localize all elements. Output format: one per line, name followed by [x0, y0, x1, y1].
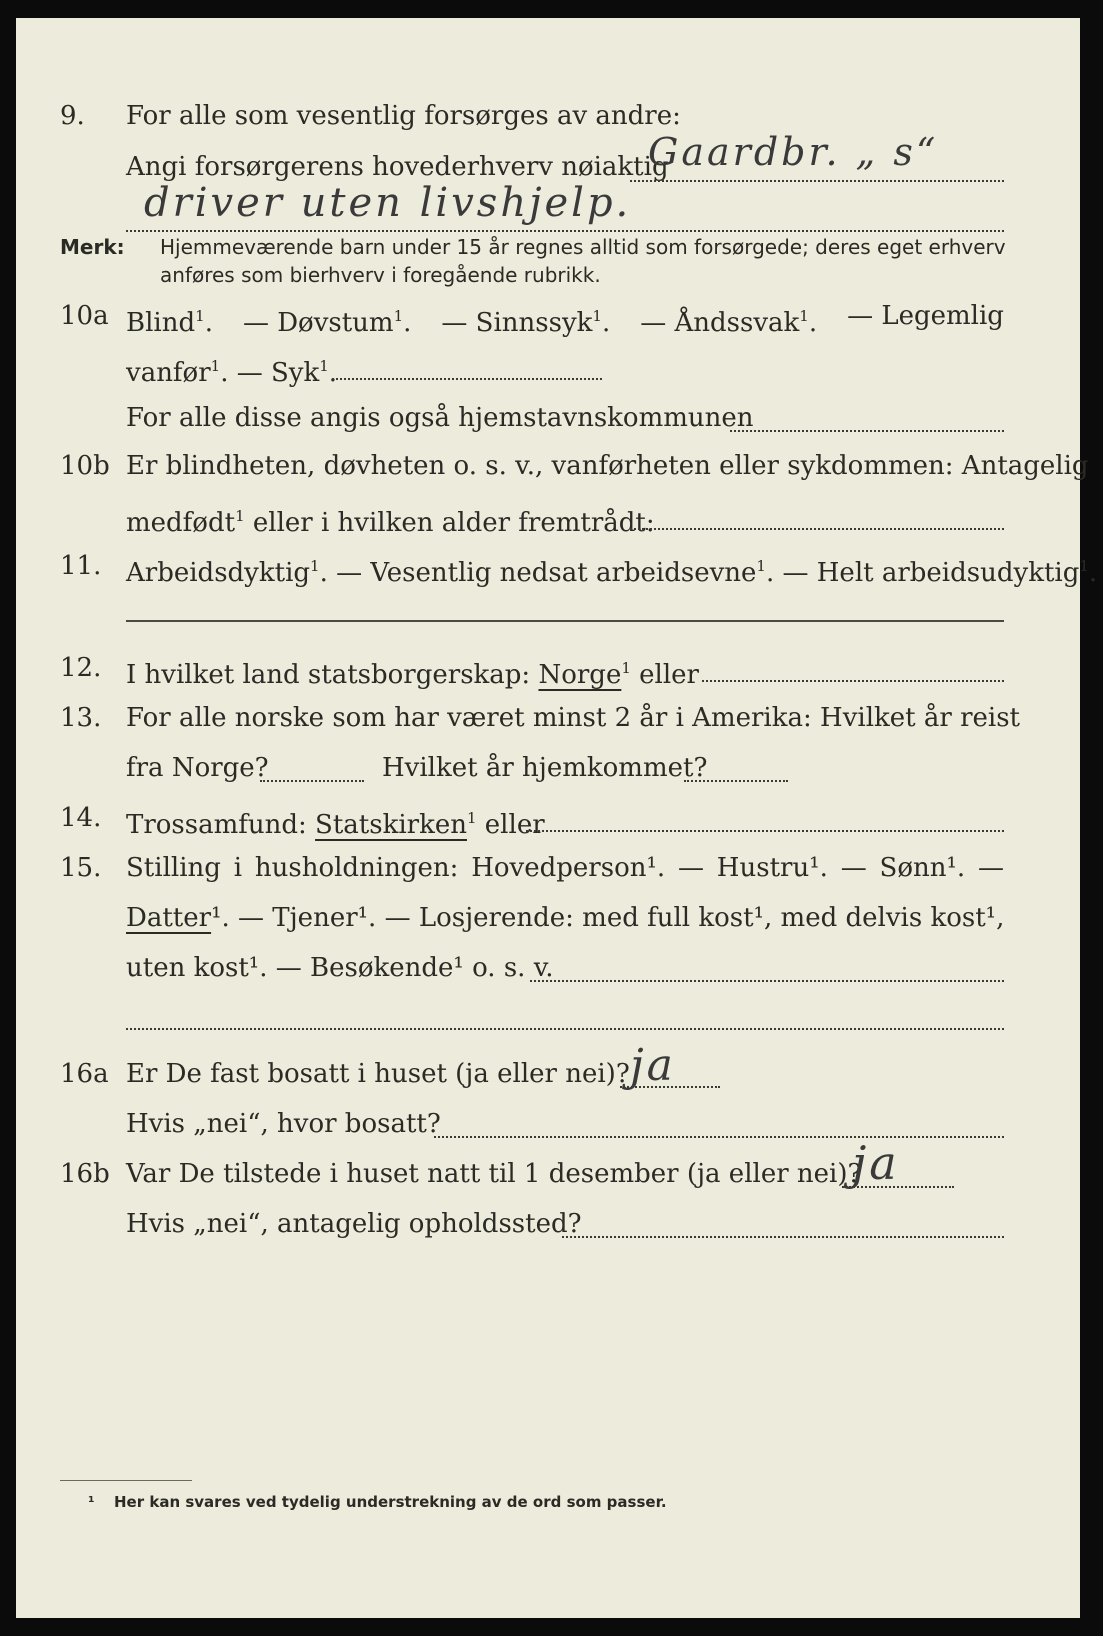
q10a-option-blind[interactable]: Blind$^1$. [126, 307, 213, 338]
q14-answer-line[interactable] [526, 830, 1004, 832]
q9-handwritten-answer-2: driver uten livshjelp. [144, 180, 632, 226]
q10a-option-syk[interactable]: — Syk$^1$. [236, 357, 338, 388]
q11-line: Arbeidsdyktig$^1$. — Vesentlig nedsat arbeidsevne$^1$. — Helt arbeidsudyktig$^1$. [126, 557, 1098, 588]
merk-line1: Hjemmeværende barn under 15 år regnes alltid som forsørgede; deres eget erhverv [160, 235, 1006, 259]
q15-line1: Stilling i husholdningen: Hovedperson¹. — Hustru¹. — Sønn¹. — [126, 853, 1004, 883]
merk-line2: anføres som bierhverv i foregående rubrikk. [160, 263, 601, 287]
q11-number: 11. [60, 551, 102, 581]
q15-separator [126, 1028, 1004, 1030]
merk-label: Merk: [60, 235, 125, 259]
q10a-line1 [126, 300, 1004, 339]
q11-option-udyktig[interactable]: . — Helt arbeidsudyktig$^1$ [765, 557, 1089, 588]
q12-option-norge[interactable]: Norge [538, 660, 622, 690]
q13-hjemkommet-answer-line[interactable] [684, 780, 788, 782]
q13-reist-answer-line[interactable] [260, 780, 364, 782]
footnote-rule [60, 1480, 192, 1481]
q14-line: Trossamfund: Statskirken$^1$ eller [126, 809, 545, 840]
q14-number: 14. [60, 803, 102, 833]
q10a-option-legemlig[interactable]: — Legemlig [847, 301, 1004, 331]
q11-option-nedsat[interactable]: . — Vesentlig nedsat arbeidsevne$^1$ [319, 557, 766, 588]
q11-separator [126, 620, 1004, 622]
q12-answer-line[interactable] [702, 680, 1004, 682]
q16b-handwritten-answer: ja [852, 1136, 900, 1190]
q10b-number: 10b [60, 451, 110, 481]
q9-handwritten-answer-1: Gaardbr. „ s“ [648, 130, 939, 174]
census-form-page [16, 18, 1098, 1618]
q13-reist-label: fra Norge? [126, 753, 269, 783]
q9-answer-line-2 [126, 230, 1004, 232]
q15-answer-line[interactable] [530, 980, 1004, 982]
q10a-option-sinnssyk[interactable]: — Sinnssyk$^1$. [441, 307, 611, 338]
q10a-line3: For alle disse angis også hjemstavnskommunen [126, 403, 754, 433]
q11-option-arbeidsdyktig[interactable]: Arbeidsdyktig$^1$ [126, 557, 320, 588]
q16a-line1: Er De fast bosatt i huset (ja eller nei)? [126, 1059, 630, 1089]
q9-answer-line-1 [630, 180, 1004, 182]
q16a-bosatt-answer-line[interactable] [434, 1136, 1004, 1138]
q13-line1: For alle norske som har været minst 2 år i Amerika: Hvilket år reist [126, 703, 1020, 733]
q10b-option-medfodt[interactable]: medfødt$^1$ [126, 507, 245, 538]
q15-option-datter[interactable]: Datter [126, 903, 212, 933]
q10b-line2: medfødt$^1$ eller i hvilken alder fremtrådt: [126, 507, 655, 538]
q13-number: 13. [60, 703, 102, 733]
q10a-line2 [126, 350, 337, 389]
q9-label: Angi forsørgerens hovederhverv nøiaktig [126, 152, 669, 182]
q10b-line1: Er blindheten, døvheten o. s. v., vanførheten eller sykdommen: Antagelig [126, 451, 1089, 481]
q16b-opholdssted-answer-line[interactable] [562, 1236, 1004, 1238]
q16a-line2: Hvis „nei“, hvor bosatt? [126, 1109, 441, 1139]
q15-line3: uten kost¹. — Besøkende¹ o. s. v. [126, 953, 554, 983]
q14-option-statskirken[interactable]: Statskirken [315, 810, 467, 840]
q16a-handwritten-answer: ja [630, 1040, 676, 1091]
q9-line1: For alle som vesentlig forsørges av andre: [126, 101, 681, 131]
q10a-syk-answer-line[interactable] [332, 378, 602, 380]
q10b-answer-line[interactable] [630, 528, 1004, 530]
q15-line2: Datter¹. — Tjener¹. — Losjerende: med full kost¹, med delvis kost¹, [126, 903, 1005, 933]
footnote-text: Her kan svares ved tydelig understrekning av de ord som passer. [114, 1493, 667, 1511]
q16b-number: 16b [60, 1159, 110, 1189]
q10a-option-dovstum[interactable]: — Døvstum$^1$. [242, 307, 412, 338]
q15-number: 15. [60, 853, 102, 883]
q16b-line1: Var De tilstede i huset natt til 1 desember (ja eller nei)? [126, 1159, 862, 1189]
q16a-number: 16a [60, 1059, 109, 1089]
q9-number: 9. [60, 101, 85, 131]
q16b-line2: Hvis „nei“, antagelig opholdssted? [126, 1209, 582, 1239]
q10a-option-andssvak[interactable]: — Åndssvak$^1$. [640, 307, 818, 338]
q13-hjemkommet-label: Hvilket år hjemkommet? [382, 753, 708, 783]
q12-line: I hvilket land statsborgerskap: Norge$^1$ eller [126, 659, 699, 690]
footnote-mark: ¹ [88, 1493, 95, 1511]
q10a-number: 10a [60, 301, 109, 331]
q10a-option-vanfor[interactable]: vanfør$^1$. [126, 357, 229, 388]
q12-number: 12. [60, 653, 102, 683]
q10a-hjemstavn-answer-line[interactable] [730, 430, 1004, 432]
